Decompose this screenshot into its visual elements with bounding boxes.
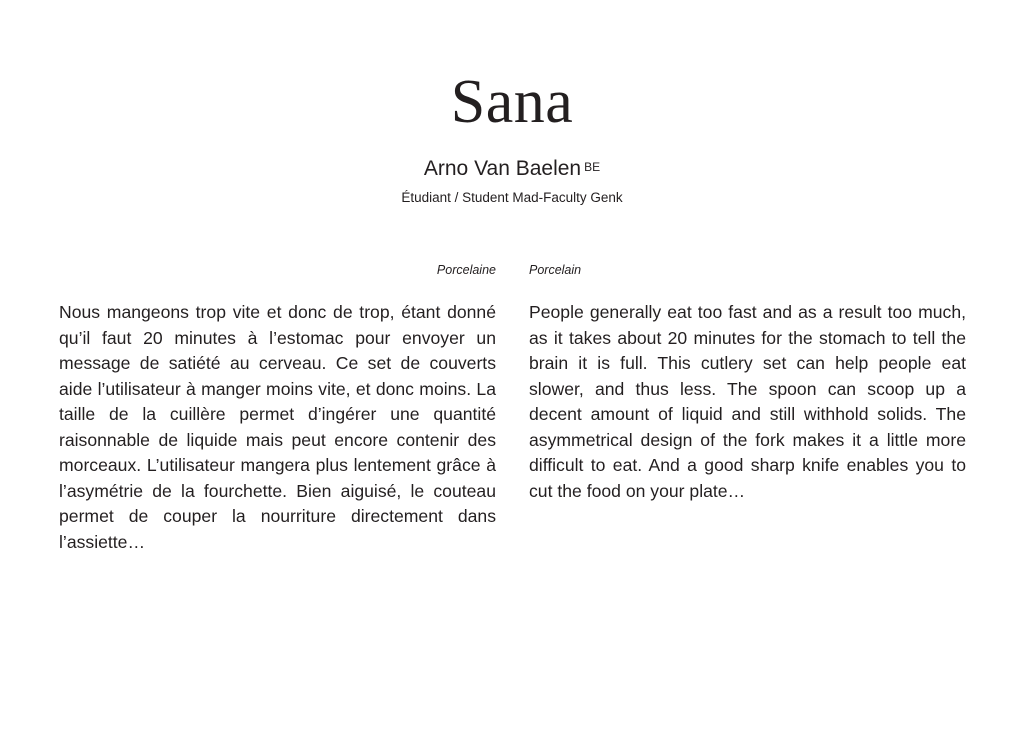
author-affiliation: Étudiant / Student Mad-Faculty Genk bbox=[401, 190, 623, 205]
description-en: People generally eat too fast and as a result too much, as it takes about 20 minutes for the stomach to tell the brain it is full. This cutlery set can help people eat slower, and thus less. The spoon can scoop up a decent amount of liquid and still withhold solids. The asymmetrical design of the fork makes it a little more difficult to eat. And a good sharp knife enables you to cut the food on your plate… bbox=[529, 302, 966, 501]
author-name: Arno Van Baelen bbox=[423, 157, 582, 180]
material-label-en: Porcelain bbox=[529, 263, 582, 277]
material-label-fr: Porcelaine bbox=[436, 263, 496, 277]
author-country-code: BE bbox=[584, 160, 601, 174]
author-line bbox=[0, 155, 1024, 183]
description-fr: Nous mangeons trop vite et donc de trop, étant donné qu’il faut 20 minutes à l’estomac pour envoyer un message de satiété au cerveau. Ce set de couverts aide l’utilisateur à manger moins vite, et donc moins. La taille de la cuillère permet d’ingérer une quantité raisonnable de liquide mais peut encore contenir des morceaux. L’utilisateur mangera plus lentement grâce à l’asymétrie de la fourchette. Bien aiguisé, le couteau permet de couper la nourriture directement dans l’assiette… bbox=[59, 302, 496, 552]
page-title: Sana bbox=[450, 68, 574, 136]
